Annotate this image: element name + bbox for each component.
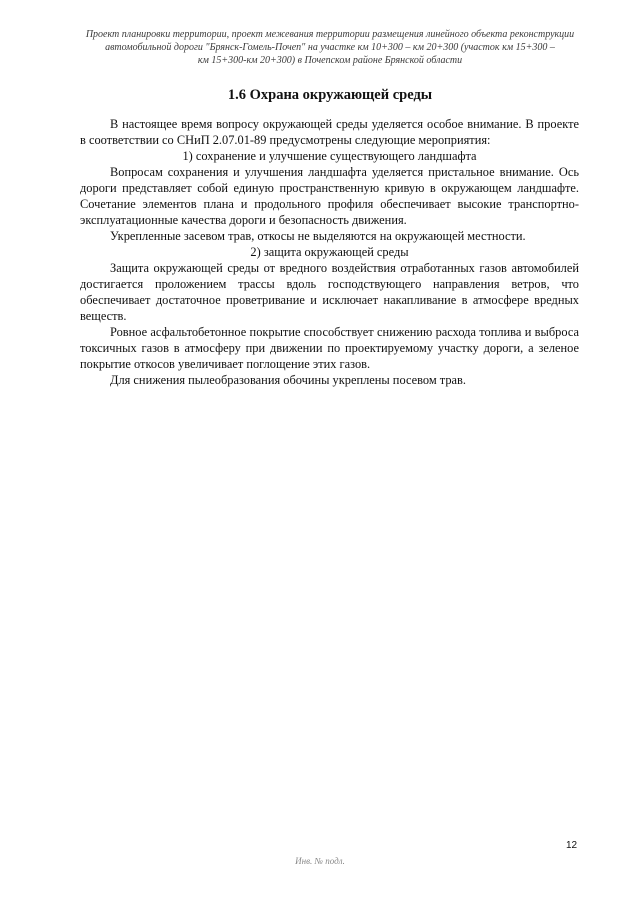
header-line-2: автомобильной дороги "Брянск-Гомель-Почеп" на участке км 10+300 – км 20+300 (участок км 15+300 –: [105, 42, 555, 53]
document-body: [80, 116, 579, 388]
document-header: [80, 28, 580, 67]
header-line-1: Проект планировки территории, проект межевания территории размещения линейного объекта реконструкции: [85, 29, 575, 40]
page-footer: Инв. № подл.: [295, 856, 345, 866]
paragraph-asphalt: Ровное асфальтобетонное покрытие способствует снижению расхода топлива и выброса токсичных газов в атмосферу при движении по проектируемому участку дороги, а зеленое покрытие откосов увеличивает поглощение этих газов.: [80, 325, 579, 371]
header-line-3: км 15+300-км 20+300) в Почепском районе Брянской области: [197, 55, 463, 66]
paragraph-slopes: Укрепленные засевом трав, откосы не выделяются на окружающей местности.: [110, 229, 526, 243]
list-item-protection: 2) защита окружающей среды: [250, 245, 409, 259]
section-title: 1.6 Охрана окружающей среды: [227, 87, 433, 103]
paragraph-exhaust: Защита окружающей среды от вредного воздействия отработанных газов автомобилей достигается проложением трассы вдоль господствующего направления ветров, что обеспечивает достаточное проветривание и исключает накапливание в атмосфере вредных веществ.: [80, 261, 579, 323]
paragraph-dust: Для снижения пылеобразования обочины укреплены посевом трав.: [110, 373, 466, 387]
paragraph-intro: В настоящее время вопросу окружающей среды уделяется особое внимание. В проекте в соответствии со СНиП 2.07.01-89 предусмотрены следующие мероприятия:: [80, 117, 579, 147]
list-item-landscape: 1) сохранение и улучшение существующего ландшафта: [182, 149, 477, 163]
paragraph-landscape: Вопросам сохранения и улучшения ландшафта уделяется пристальное внимание. Ось дороги представляет собой единую пространственную кривую в окружающем ландшафте. Сочетание элементов плана и продольного профиля обеспечивает высокие транспортно-эксплуатационные качества дороги и безопасность движения.: [80, 165, 579, 227]
page-number: 12: [566, 840, 578, 851]
